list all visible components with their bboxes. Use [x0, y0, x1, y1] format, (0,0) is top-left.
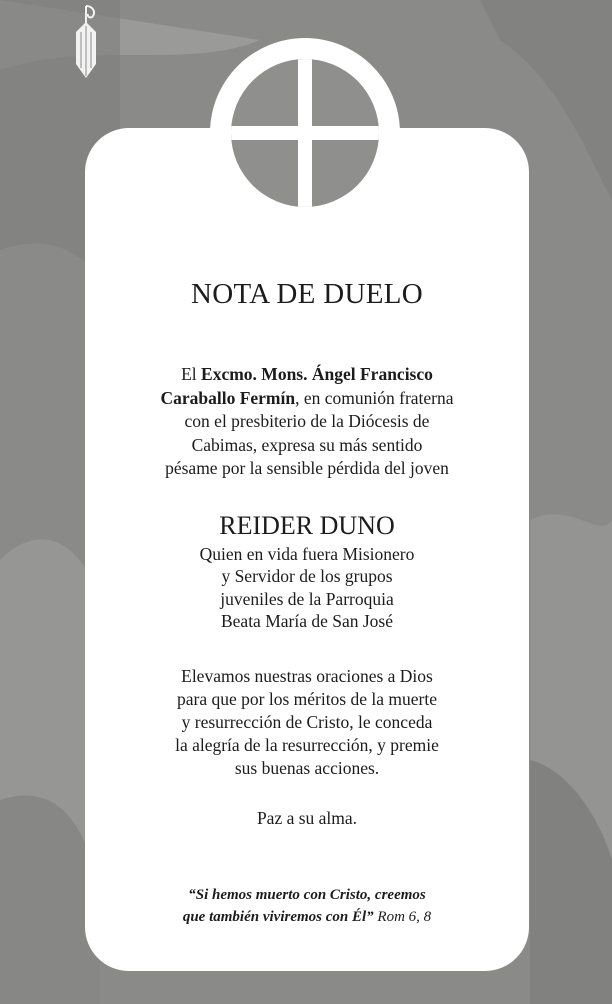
bishop-surname: Caraballo Fermín — [160, 387, 296, 408]
verse-reference: Rom 6, 8 — [373, 908, 432, 925]
description-line: juveniles de la Parroquia — [220, 588, 394, 609]
verse-line-2: que también viviremos con Él” Rom 6, 8 — [182, 908, 432, 925]
deceased-name: REIDER DUNO — [219, 510, 395, 540]
description-line: y Servidor de los grupos — [221, 566, 393, 586]
prayer-line: y resurrección de Cristo, le conceda — [181, 711, 433, 732]
peace-line: Paz a su alma. — [256, 807, 358, 828]
intro-line-4: Cabimas, expresa su más sentido — [191, 434, 423, 455]
prayer-line: Elevamos nuestras oraciones a Dios — [181, 665, 433, 686]
description-paragraph — [85, 543, 529, 633]
page-title: NOTA DE DUELO — [191, 278, 423, 310]
prayer-line: sus buenas acciones. — [234, 757, 380, 778]
intro-paragraph — [85, 363, 529, 481]
description-line: Quien en vida fuera Misionero — [199, 543, 415, 564]
intro-line-2: Caraballo Fermín, en comunión fraterna — [160, 387, 454, 408]
intro-line-1: El Excmo. Mons. Ángel Francisco — [181, 364, 433, 384]
cross-horizontal-bar — [231, 126, 379, 140]
intro-line-3: con el presbiterio de la Diócesis de — [184, 411, 430, 431]
prayer-line: para que por los méritos de la muerte — [177, 688, 437, 709]
intro-line-5: pésame por la sensible pérdida del joven — [165, 458, 449, 478]
prayer-paragraph — [85, 665, 529, 780]
diocese-crosier-logo-icon — [66, 2, 106, 82]
bible-verse — [85, 884, 529, 928]
card-content — [85, 270, 529, 928]
cross-medallion — [210, 38, 400, 228]
bishop-title: Excmo. Mons. Ángel Francisco — [201, 364, 433, 384]
prayer-line: la alegría de la resurrección, y premie — [175, 734, 439, 755]
verse-line-1: “Si hemos muerto con Cristo, creemos — [188, 886, 426, 903]
cross-icon — [231, 59, 379, 207]
description-line: Beata María de San José — [220, 611, 394, 631]
